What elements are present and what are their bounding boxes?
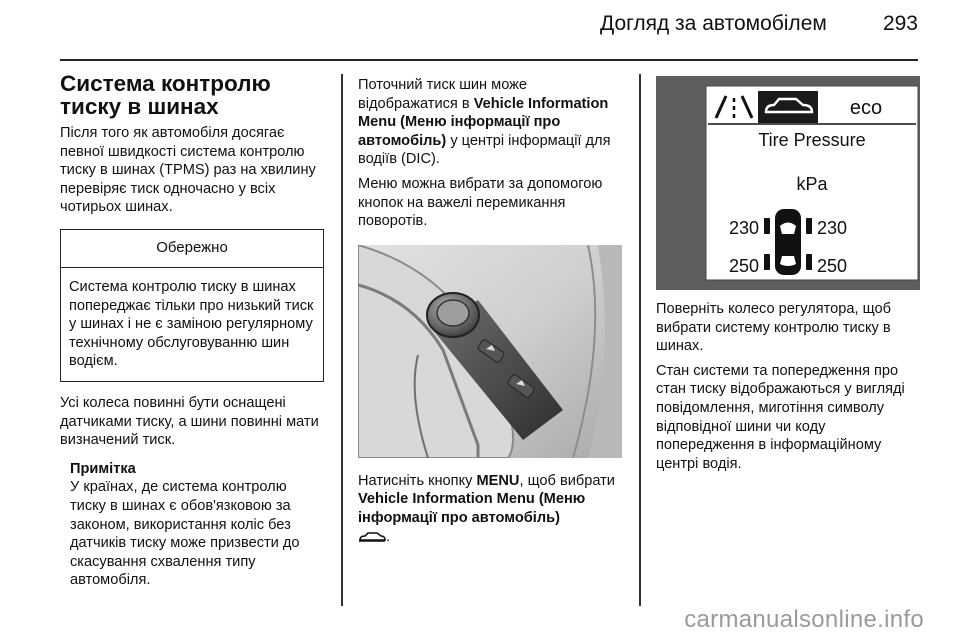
- menu-button-paragraph: [358, 472, 624, 546]
- vehicle-menu-label: Vehicle Information Menu (Меню інформації про автомобіль): [358, 95, 609, 149]
- pressure-unit: kPa: [796, 174, 828, 194]
- note-title: Примітка: [70, 460, 136, 477]
- tire-pressure-title: Tire Pressure: [758, 130, 866, 150]
- watermark: carmanualsonline.info: [684, 606, 924, 633]
- note-text: У країнах, де система контролю тиску в шинах є обов'язковою за законом, використання коліс без датчиків тиску може призвести до скасування схвалення типу автомобіля.: [70, 479, 300, 589]
- vehicle-info-car-icon: [358, 531, 386, 543]
- menu-select-paragraph: Меню можна вибрати за допомогою кнопок на важелі перемикання поворотів.: [358, 175, 603, 230]
- column-1: [60, 72, 326, 590]
- caution-text: Система контролю тиску в шинах попереджає тільки про низький тиск у шинах і не є заміною регулярному технічному обслуговуванню шин водієм.: [69, 278, 314, 370]
- header-title: Догляд за автомобілем: [600, 12, 827, 35]
- sensor-paragraph: Усі колеса повинні бути оснащені датчиками тиску, а шини повинні мати визначений тиск.: [60, 394, 319, 449]
- dic-paragraph: [358, 76, 624, 169]
- front-left-pressure: 230: [728, 218, 760, 238]
- column-divider-2: [639, 74, 641, 606]
- column-3: [656, 300, 922, 473]
- header-divider: [60, 59, 918, 61]
- press-text-c: .: [386, 528, 391, 545]
- tire-pressure-display: [656, 76, 920, 290]
- warning-status-paragraph: Стан системи та попередження про стан тиску відображаються у вигляді повідомлення, миготіння символу відповідної шини чи коду попередження в інформаційному центрі водія.: [656, 362, 905, 472]
- column-2: [358, 76, 624, 546]
- select-tpms-paragraph: Поверніть колесо регулятора, щоб вибрати систему контролю тиску в шинах.: [656, 301, 891, 355]
- front-right-pressure: 230: [816, 218, 848, 238]
- rear-right-pressure: 250: [816, 256, 848, 276]
- caution-box: [60, 229, 324, 382]
- menu-button-label: MENU: [476, 472, 520, 489]
- column-divider-1: [341, 74, 343, 606]
- note-block: [60, 460, 326, 590]
- rear-left-pressure: 250: [728, 256, 760, 276]
- page-number: 293: [882, 12, 918, 35]
- dic-text-b: у центрі інформації для водіїв (DIC).: [358, 132, 611, 168]
- eco-label: eco: [849, 97, 883, 119]
- dic-text-a: Поточний тиск шин може відображатися в: [358, 77, 528, 112]
- vehicle-menu-label-2: Vehicle Information Menu (Меню інформації про автомобіль): [358, 491, 586, 526]
- turn-signal-lever-photo: [358, 245, 622, 458]
- press-text-a: Натисніть кнопку: [358, 472, 477, 489]
- press-text-b: , щоб вибрати: [519, 472, 615, 489]
- section-heading: Система контролю тиску в шинах: [60, 71, 271, 119]
- intro-paragraph: Після того як автомобіля досягає певної швидкості система контролю тиску в шинах (TPMS) раз на хвилину перевіряє тиск одночасно у всіх чотирьох шинах.: [60, 125, 316, 216]
- caution-title: Обережно: [61, 230, 323, 268]
